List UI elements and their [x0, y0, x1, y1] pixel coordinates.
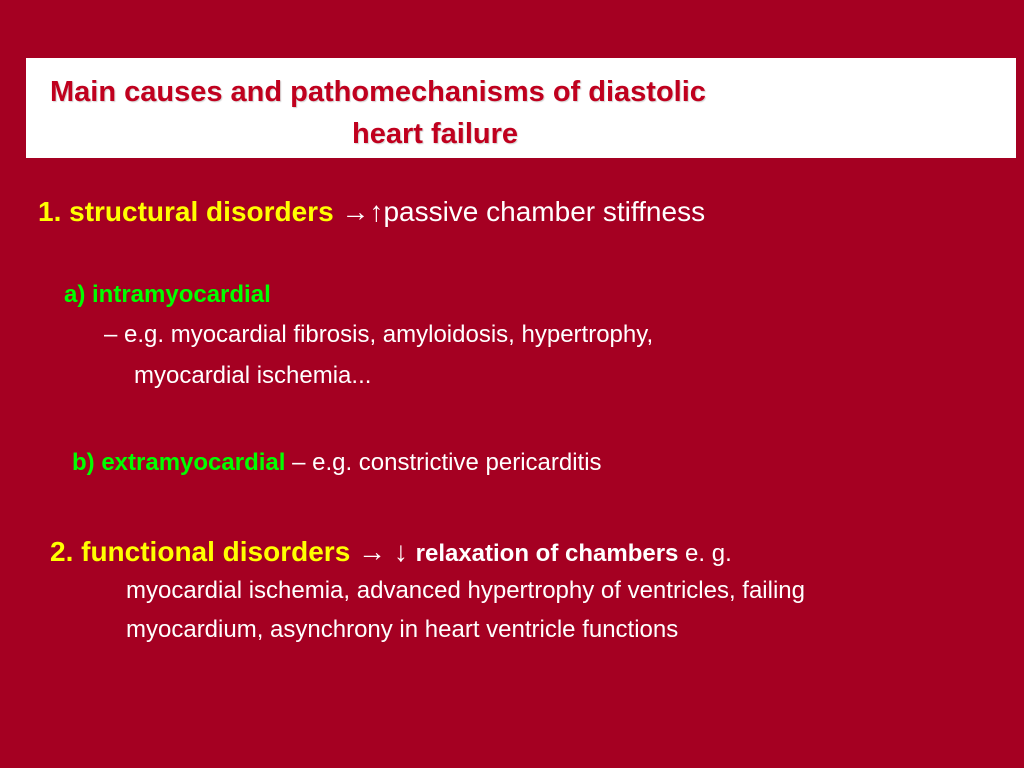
slide-title-line-1: Main causes and pathomechanisms of diastolic [50, 76, 706, 108]
item-b-label: b) extramyocardial [72, 449, 286, 476]
section-1-heading: 1. structural disorders [38, 196, 334, 227]
item-a-desc-line-2: myocardial ischemia... [134, 362, 372, 389]
item-a-desc-line-1: – e.g. myocardial fibrosis, amyloidosis, hypertrophy, [104, 321, 654, 348]
section-2-heading: 2. functional disorders [50, 536, 351, 567]
item-a-line [64, 281, 271, 309]
section-2-heading-line [50, 536, 732, 568]
section-2-desc-line-2: myocardium, asynchrony in heart ventricle functions [126, 616, 679, 643]
item-a-label: a) intramyocardial [64, 281, 271, 308]
section-2-arrow: → ↓ [350, 536, 416, 567]
section-2-relaxation: relaxation of chambers [415, 540, 679, 567]
slide-title-line-2: heart failure [352, 118, 518, 150]
item-b-line [72, 449, 602, 477]
section-1-tail: passive chamber stiffness [383, 196, 706, 227]
section-2-eg: e. g. [678, 540, 732, 567]
title-box [26, 58, 1016, 158]
section-2-desc-line-1: myocardial ischemia, advanced hypertrophy of ventricles, failing [126, 577, 805, 604]
item-b-desc: – e.g. constrictive pericarditis [285, 449, 602, 476]
section-1-arrow: →↑ [333, 196, 384, 227]
section-1-heading-line [38, 196, 705, 228]
